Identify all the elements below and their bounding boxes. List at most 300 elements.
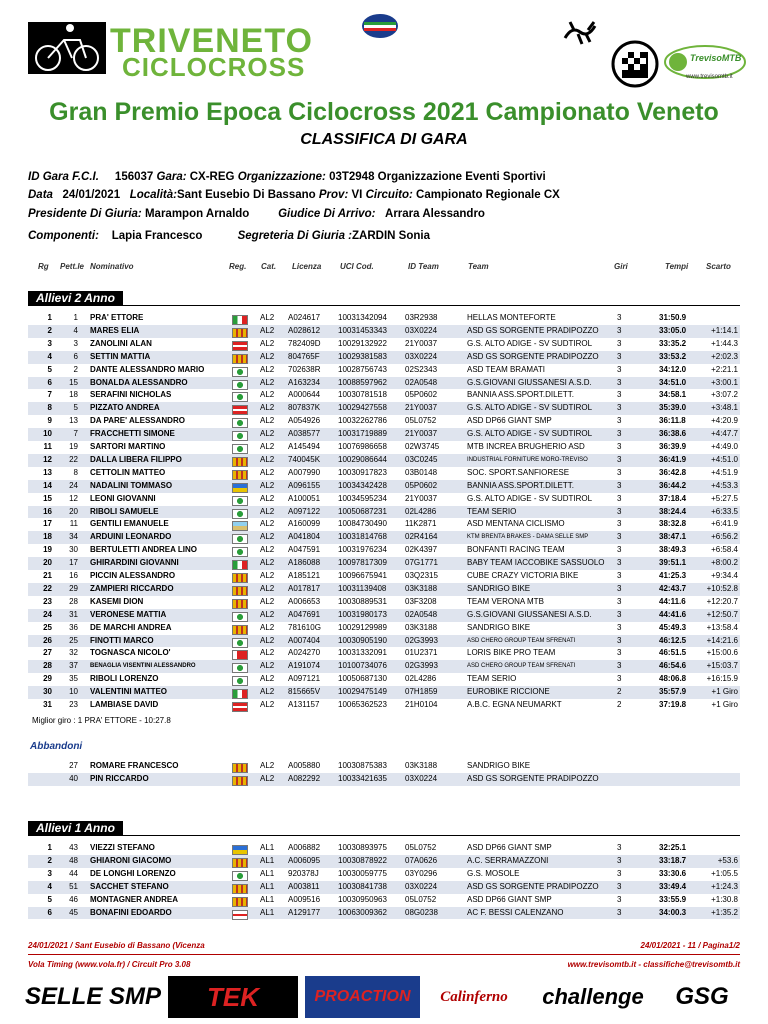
laps-cell: 3 bbox=[617, 493, 622, 503]
org-value: 03T2948 Organizzazione Eventi Sportivi bbox=[329, 171, 546, 183]
time-cell: 38:49.3 bbox=[659, 545, 687, 555]
footer-date-place: 24/01/2021 / Sant Eusebio di Bassano (Vicenza bbox=[28, 941, 205, 950]
license-cell: A082292 bbox=[288, 773, 321, 783]
rider-name-cell: VERONESE MATTIA bbox=[90, 609, 167, 619]
table-row bbox=[28, 855, 740, 868]
team-cell: BANNIA ASS.SPORT.DILETT. bbox=[467, 480, 574, 490]
prov-value: VI bbox=[351, 189, 363, 201]
uci-code-cell: 10029475149 bbox=[338, 687, 387, 697]
category-cell: AL2 bbox=[260, 571, 275, 580]
rank-cell: 27 bbox=[43, 648, 52, 658]
region-flag-icon bbox=[232, 509, 248, 519]
rider-name-cell: KASEMI DION bbox=[90, 596, 144, 606]
category-cell: AL2 bbox=[260, 416, 275, 426]
rider-name-cell: DALLA LIBERA FILIPPO bbox=[90, 454, 182, 464]
gap-cell: +14:21.6 bbox=[706, 635, 738, 645]
rank-cell: 7 bbox=[47, 390, 52, 400]
time-cell: 35:39.0 bbox=[659, 403, 687, 413]
laps-cell: 3 bbox=[617, 648, 622, 658]
team-cell: SANDRIGO BIKE bbox=[467, 761, 531, 770]
time-cell: 42:43.7 bbox=[659, 583, 687, 593]
uci-code-cell: 10030841738 bbox=[338, 881, 387, 891]
team-cell: SANDRIGO BIKE bbox=[467, 583, 531, 593]
region-flag-icon bbox=[232, 444, 248, 454]
bib-cell: 11 bbox=[69, 519, 78, 529]
category-cell: AL2 bbox=[260, 377, 275, 387]
rider-name-cell: PIN RICCARDO bbox=[90, 773, 149, 783]
race-info-line1 bbox=[28, 171, 546, 183]
rank-cell: 11 bbox=[43, 442, 52, 451]
category-cell: AL2 bbox=[260, 773, 275, 783]
license-cell: A007404 bbox=[288, 635, 321, 645]
bib-cell: 29 bbox=[69, 583, 78, 593]
team-id-cell: 07A0626 bbox=[405, 855, 438, 865]
category-cell: AL2 bbox=[260, 442, 275, 451]
team-id-cell: 02S2343 bbox=[405, 364, 438, 374]
license-cell: 702638R bbox=[288, 364, 321, 374]
race-info-line3 bbox=[28, 208, 485, 220]
team-cell: G.S. ALTO ADIGE - SV SUDTIROL bbox=[467, 403, 593, 413]
bib-cell: 34 bbox=[69, 532, 78, 542]
prov-label: Prov: bbox=[318, 189, 349, 201]
gap-cell: +1:44.3 bbox=[711, 338, 738, 348]
license-cell: A007990 bbox=[288, 467, 321, 477]
table-row bbox=[28, 773, 740, 786]
footer-page-number: 24/01/2021 - 11 / Pagina1/2 bbox=[640, 941, 740, 950]
rank-cell: 4 bbox=[47, 351, 52, 361]
region-flag-icon bbox=[232, 405, 248, 415]
gap-cell: +6:33.5 bbox=[711, 506, 738, 516]
team-cell: ASD DP66 GIANT SMP bbox=[467, 843, 552, 852]
bib-cell: 30 bbox=[69, 545, 78, 555]
bib-cell: 25 bbox=[69, 635, 78, 645]
treviso-logo-url: www.trevisomtb.it bbox=[686, 74, 733, 80]
table-row bbox=[28, 338, 740, 351]
license-cell: A041804 bbox=[288, 532, 321, 542]
bib-cell: 4 bbox=[73, 325, 78, 335]
license-cell: 804765F bbox=[288, 351, 320, 361]
rank-cell: 6 bbox=[47, 377, 52, 387]
team-cell: MTB INCREA BRUGHERIO ASD bbox=[467, 442, 585, 451]
time-cell: 46:51.5 bbox=[659, 648, 687, 658]
time-cell: 32:25.1 bbox=[659, 843, 687, 852]
license-cell: A163234 bbox=[288, 377, 321, 387]
laps-cell: 3 bbox=[617, 416, 622, 426]
laps-cell: 3 bbox=[617, 843, 622, 852]
team-id-cell: 03C0245 bbox=[405, 454, 438, 464]
bib-cell: 19 bbox=[69, 442, 78, 451]
bib-cell: 17 bbox=[69, 558, 78, 568]
region-flag-icon bbox=[232, 599, 248, 609]
laps-cell: 3 bbox=[617, 313, 622, 322]
rider-name-cell: CETTOLIN MATTEO bbox=[90, 467, 166, 477]
table-row bbox=[28, 441, 740, 454]
rider-name-cell: SARTORI MARTINO bbox=[90, 442, 166, 451]
team-id-cell: 01U2371 bbox=[405, 648, 438, 658]
time-cell: 33:49.4 bbox=[659, 881, 687, 891]
rider-name-cell: BERTULETTI ANDREA LINO bbox=[90, 545, 197, 555]
laps-cell: 3 bbox=[617, 467, 622, 477]
uci-code-cell: 10031453343 bbox=[338, 325, 387, 335]
time-cell: 38:32.8 bbox=[659, 519, 687, 529]
region-flag-icon bbox=[232, 663, 248, 673]
table-row bbox=[28, 907, 740, 920]
team-id-cell: 05P0602 bbox=[405, 390, 438, 400]
laps-cell: 3 bbox=[617, 571, 622, 580]
uci-code-cell: 10100734076 bbox=[338, 661, 387, 671]
gap-cell: +3:00.1 bbox=[711, 377, 738, 387]
team-cell: SOC. SPORT.SANFIORESE bbox=[467, 467, 570, 477]
team-id-cell: 03Q2315 bbox=[405, 571, 438, 580]
rank-cell: 12 bbox=[43, 454, 52, 464]
time-cell: 35:57.9 bbox=[659, 687, 687, 697]
time-cell: 33:05.0 bbox=[659, 325, 687, 335]
footer-divider bbox=[28, 954, 740, 955]
localita-label: Località: bbox=[129, 189, 177, 201]
uci-code-cell: 10063009362 bbox=[338, 907, 387, 917]
time-cell: 39:51.1 bbox=[659, 558, 687, 568]
uci-code-cell: 10030917823 bbox=[338, 467, 387, 477]
team-id-cell: 02A0548 bbox=[405, 377, 438, 387]
time-cell: 41:25.3 bbox=[659, 571, 687, 580]
time-cell: 37:18.4 bbox=[659, 493, 687, 503]
time-cell: 36:44.2 bbox=[659, 480, 687, 490]
rider-name-cell: SERAFINI NICHOLAS bbox=[90, 390, 172, 400]
team-id-cell: 05L0752 bbox=[405, 416, 437, 426]
rank-cell: 14 bbox=[43, 480, 52, 490]
category-cell: AL1 bbox=[260, 843, 275, 852]
gap-cell: +6:56.2 bbox=[711, 532, 738, 542]
team-id-cell: 07G1771 bbox=[405, 558, 438, 568]
team-id-cell: 03F3208 bbox=[405, 596, 437, 606]
col-giri: Giri bbox=[614, 262, 628, 271]
rider-name-cell: LAMBIASE DAVID bbox=[90, 700, 159, 709]
uci-code-cell: 10030893975 bbox=[338, 843, 387, 852]
team-cell: G.S. ALTO ADIGE - SV SUDTIROL bbox=[467, 338, 593, 348]
laps-cell: 3 bbox=[617, 558, 622, 568]
region-flag-icon bbox=[232, 547, 248, 557]
table-row bbox=[28, 377, 740, 390]
uci-code-cell: 10034342428 bbox=[338, 480, 387, 490]
uci-code-cell: 10084730490 bbox=[338, 519, 387, 529]
time-cell: 44:41.6 bbox=[659, 609, 687, 619]
license-cell: A006095 bbox=[288, 855, 321, 865]
componenti-label: Componenti: bbox=[28, 230, 99, 242]
team-id-cell: 03K3188 bbox=[405, 622, 438, 632]
rider-name-cell: DE MARCHI ANDREA bbox=[90, 622, 172, 632]
table-row bbox=[28, 415, 740, 428]
region-flag-icon bbox=[232, 392, 248, 402]
team-cell: HELLAS MONTEFORTE bbox=[467, 313, 556, 322]
gap-cell: +4:47.7 bbox=[711, 429, 738, 439]
rank-cell: 25 bbox=[43, 622, 52, 632]
org-label: Organizzazione: bbox=[237, 171, 326, 183]
gap-cell: +5:27.5 bbox=[711, 493, 738, 503]
category-cell: AL2 bbox=[260, 493, 275, 503]
license-cell: A024270 bbox=[288, 648, 321, 658]
category-cell: AL2 bbox=[260, 506, 275, 516]
team-id-cell: 03X0224 bbox=[405, 881, 438, 891]
col-tempi: Tempi bbox=[665, 262, 689, 271]
category-cell: AL2 bbox=[260, 635, 275, 645]
gap-cell: +4:49.0 bbox=[711, 442, 738, 451]
team-id-cell: 21Y0037 bbox=[405, 403, 438, 413]
license-cell: A100051 bbox=[288, 493, 321, 503]
table-row bbox=[28, 647, 740, 660]
race-info-line2 bbox=[28, 189, 560, 201]
rider-name-cell: BENAGLIA VISENTINI ALESSANDRO bbox=[90, 663, 196, 670]
laps-cell: 3 bbox=[617, 596, 622, 606]
license-cell: A097121 bbox=[288, 674, 321, 684]
rider-name-cell: FRACCHETTI SIMONE bbox=[90, 429, 175, 439]
rider-name-cell: VIEZZI STEFANO bbox=[90, 843, 155, 852]
gap-cell: +4:51.0 bbox=[711, 454, 738, 464]
uci-code-cell: 10031980173 bbox=[338, 609, 387, 619]
rider-name-cell: DE LONGHI LORENZO bbox=[90, 868, 176, 878]
team-cell: SANDRIGO BIKE bbox=[467, 622, 531, 632]
laps-cell: 3 bbox=[617, 480, 622, 490]
laps-cell: 3 bbox=[617, 442, 622, 451]
uci-code-cell: 10050687231 bbox=[338, 506, 387, 516]
region-flag-icon bbox=[232, 457, 248, 467]
gap-cell: +12:50.7 bbox=[706, 609, 738, 619]
time-cell: 38:47.1 bbox=[659, 532, 687, 542]
team-cell: AC F. BESSI CALENZANO bbox=[467, 907, 564, 917]
team-cell: INDUSTRIAL FORNITURE MORO-TREVISO bbox=[467, 456, 588, 463]
page-subtitle: CLASSIFICA DI GARA bbox=[300, 131, 468, 148]
license-cell: A005880 bbox=[288, 761, 321, 770]
table-row bbox=[28, 402, 740, 415]
rank-cell: 20 bbox=[43, 558, 52, 568]
table-row bbox=[28, 596, 740, 609]
rank-cell: 3 bbox=[47, 868, 52, 878]
bib-cell: 18 bbox=[69, 390, 78, 400]
bib-cell: 7 bbox=[73, 429, 78, 439]
region-flag-icon bbox=[232, 586, 248, 596]
gap-cell: +4:53.3 bbox=[711, 480, 738, 490]
license-cell: A006882 bbox=[288, 843, 321, 852]
logo-triveneto: TRIVENETO bbox=[110, 22, 313, 60]
sponsor-challenge: challenge bbox=[542, 984, 644, 1009]
rank-cell: 17 bbox=[43, 519, 52, 529]
team-id-cell: 03K3188 bbox=[405, 583, 438, 593]
gap-cell: +9:34.4 bbox=[711, 571, 738, 580]
laps-cell: 3 bbox=[617, 506, 622, 516]
category-cell: AL2 bbox=[260, 558, 275, 568]
uci-code-cell: 10030875383 bbox=[338, 761, 387, 770]
bib-cell: 40 bbox=[69, 773, 78, 783]
table-row bbox=[28, 518, 740, 531]
uci-code-cell: 10030905190 bbox=[338, 635, 387, 645]
rider-name-cell: VALENTINI MATTEO bbox=[90, 687, 168, 697]
time-cell: 37:19.8 bbox=[659, 700, 687, 709]
category-cell: AL2 bbox=[260, 519, 275, 529]
region-flag-icon bbox=[232, 521, 248, 531]
region-flag-icon bbox=[232, 871, 248, 881]
treviso-mtb-logo bbox=[664, 44, 746, 84]
rider-name-cell: ZAMPIERI RICCARDO bbox=[90, 583, 174, 593]
racing-team-logo-icon bbox=[610, 34, 660, 100]
bib-cell: 2 bbox=[73, 364, 78, 374]
region-flag-icon bbox=[232, 573, 248, 583]
region-flag-icon bbox=[232, 380, 248, 390]
bib-cell: 1 bbox=[73, 313, 78, 322]
best-lap-note: Miglior giro : 1 PRA' ETTORE - 10:27.8 bbox=[32, 716, 171, 725]
rank-cell: 28 bbox=[43, 661, 52, 671]
bib-cell: 5 bbox=[73, 403, 78, 413]
rank-cell: 22 bbox=[43, 583, 52, 593]
region-flag-icon bbox=[232, 367, 248, 377]
abbandoni-heading: Abbandoni bbox=[30, 741, 83, 752]
bib-cell: 16 bbox=[69, 571, 78, 580]
category-cell: AL2 bbox=[260, 403, 275, 413]
rank-cell: 18 bbox=[43, 532, 52, 542]
region-flag-icon bbox=[232, 534, 248, 544]
category-cell: AL2 bbox=[260, 622, 275, 632]
rank-cell: 5 bbox=[47, 894, 52, 904]
bib-cell: 35 bbox=[69, 674, 78, 684]
time-cell: 38:24.4 bbox=[659, 506, 687, 516]
logo-ciclocross: CICLOCROSS bbox=[122, 52, 306, 82]
category-cell: AL2 bbox=[260, 674, 275, 684]
rank-cell: 1 bbox=[47, 843, 52, 852]
laps-cell: 3 bbox=[617, 351, 622, 361]
team-cell: ASD CHERO GROUP TEAM SFRENATI bbox=[467, 637, 576, 644]
col-lic: Licenza bbox=[292, 262, 322, 271]
rank-cell: 1 bbox=[47, 313, 52, 322]
race-info-line4 bbox=[28, 230, 430, 242]
gap-cell: +2:02.3 bbox=[711, 351, 738, 361]
laps-cell: 3 bbox=[617, 855, 622, 865]
license-cell: A006653 bbox=[288, 596, 321, 606]
rider-name-cell: MARES ELIA bbox=[90, 325, 140, 335]
bib-cell: 6 bbox=[73, 351, 78, 361]
laps-cell: 3 bbox=[617, 894, 622, 904]
time-cell: 33:35.2 bbox=[659, 338, 687, 348]
team-cell: ASD GS SORGENTE PRADIPOZZO bbox=[467, 351, 599, 361]
license-cell: A191074 bbox=[288, 661, 321, 671]
time-cell: 34:51.0 bbox=[659, 377, 687, 387]
uci-code-cell: 10088597962 bbox=[338, 377, 387, 387]
license-cell: A009516 bbox=[288, 894, 321, 904]
gara-label: Gara: bbox=[156, 171, 187, 183]
rider-name-cell: DA PARE' ALESSANDRO bbox=[90, 416, 185, 426]
bib-cell: 10 bbox=[69, 687, 78, 697]
team-id-cell: 08G0238 bbox=[405, 907, 438, 917]
uci-code-cell: 10096675941 bbox=[338, 571, 387, 580]
rank-cell: 6 bbox=[47, 907, 52, 917]
footer-timing: Vola Timing (www.vola.fr) / Circuit Pro 3.08 bbox=[28, 960, 191, 969]
table-row bbox=[28, 428, 740, 441]
bib-cell: 36 bbox=[69, 622, 78, 632]
rank-cell: 5 bbox=[47, 364, 52, 374]
uci-code-cell: 10032262786 bbox=[338, 416, 387, 426]
laps-cell: 3 bbox=[617, 674, 622, 684]
gara-value: CX-REG bbox=[189, 171, 235, 183]
laps-cell: 3 bbox=[617, 429, 622, 439]
rank-cell: 16 bbox=[43, 506, 52, 516]
team-id-cell: 03K3188 bbox=[405, 761, 438, 770]
license-cell: A003811 bbox=[288, 881, 320, 891]
team-cell: G.S. ALTO ADIGE - SV SUDTIROL bbox=[467, 493, 593, 503]
category-cell: AL2 bbox=[260, 338, 275, 348]
table-row bbox=[28, 493, 740, 506]
license-cell: 740045K bbox=[288, 454, 321, 464]
team-cell: ASD GS SORGENTE PRADIPOZZO bbox=[467, 773, 599, 783]
laps-cell: 3 bbox=[617, 881, 622, 891]
region-flag-icon bbox=[232, 612, 248, 622]
team-cell: TEAM VERONA MTB bbox=[467, 596, 544, 606]
team-cell: KTM BRENTA BRAKES - DAMA SELLE SMP bbox=[467, 534, 589, 541]
bib-cell: 12 bbox=[69, 493, 78, 503]
uci-code-cell: 10029381583 bbox=[338, 351, 387, 361]
gap-cell: +6:58.4 bbox=[711, 545, 738, 555]
rider-name-cell: ROMARE FRANCESCO bbox=[90, 761, 179, 770]
region-flag-icon bbox=[232, 763, 248, 773]
bib-cell: 31 bbox=[69, 609, 78, 619]
rank-cell: 23 bbox=[43, 596, 52, 606]
category-cell: AL2 bbox=[260, 648, 275, 658]
bib-cell: 3 bbox=[73, 338, 78, 348]
gap-cell: +15:03.7 bbox=[706, 661, 738, 671]
localita-value: Sant Eusebio Di Bassano bbox=[176, 189, 316, 201]
laps-cell: 3 bbox=[617, 532, 622, 542]
team-id-cell: 03X0224 bbox=[405, 773, 438, 783]
team-cell: TEAM SERIO bbox=[467, 674, 517, 684]
uci-code-cell: 10031332091 bbox=[338, 648, 387, 658]
category-cell: AL2 bbox=[260, 687, 275, 697]
gecko-logo-icon bbox=[560, 18, 600, 48]
category-cell: AL2 bbox=[260, 596, 275, 606]
bib-cell: 8 bbox=[73, 467, 78, 477]
table-row bbox=[28, 454, 740, 467]
gap-cell: +6:41.9 bbox=[711, 519, 738, 529]
gap-cell: +15:00.6 bbox=[706, 648, 738, 658]
license-cell: A145494 bbox=[288, 442, 321, 451]
category-cell: AL2 bbox=[260, 467, 275, 477]
gap-cell: +4:51.9 bbox=[711, 467, 738, 477]
cyclocross-bike-icon bbox=[28, 14, 108, 80]
gap-cell: +4:20.9 bbox=[711, 416, 738, 426]
laps-cell: 3 bbox=[617, 454, 622, 464]
region-flag-icon bbox=[232, 689, 248, 699]
time-cell: 31:50.9 bbox=[659, 313, 687, 322]
section-allievi-1-anno: Allievi 1 Anno bbox=[28, 821, 123, 835]
rank-cell: 13 bbox=[43, 467, 52, 477]
rider-name-cell: FINOTTI MARCO bbox=[90, 635, 154, 645]
license-cell: A186088 bbox=[288, 558, 321, 568]
rider-name-cell: DANTE ALESSANDRO MARIO bbox=[90, 364, 205, 374]
team-cell: LORIS BIKE PRO TEAM bbox=[467, 648, 556, 658]
col-rg: Rg bbox=[38, 262, 49, 271]
team-id-cell: 03X0224 bbox=[405, 351, 438, 361]
giudice-value: Arrara Alessandro bbox=[385, 208, 485, 220]
team-cell: CUBE CRAZY VICTORIA BIKE bbox=[467, 571, 579, 580]
bib-cell: 28 bbox=[69, 596, 78, 606]
gap-cell: +1:05.5 bbox=[711, 868, 738, 878]
rider-name-cell: RIBOLI SAMUELE bbox=[90, 506, 159, 516]
region-flag-icon bbox=[232, 676, 248, 686]
team-cell: ASD DP66 GIANT SMP bbox=[467, 894, 552, 904]
license-cell: 815665V bbox=[288, 687, 321, 697]
rider-name-cell: MONTAGNER ANDREA bbox=[90, 894, 178, 904]
region-flag-icon bbox=[232, 341, 248, 351]
sponsor-tek: TEK bbox=[168, 976, 298, 1018]
region-flag-icon bbox=[232, 650, 248, 660]
team-cell: BONFANTI RACING TEAM bbox=[467, 545, 565, 555]
category-cell: AL2 bbox=[260, 583, 275, 593]
time-cell: 36:11.8 bbox=[659, 416, 686, 426]
